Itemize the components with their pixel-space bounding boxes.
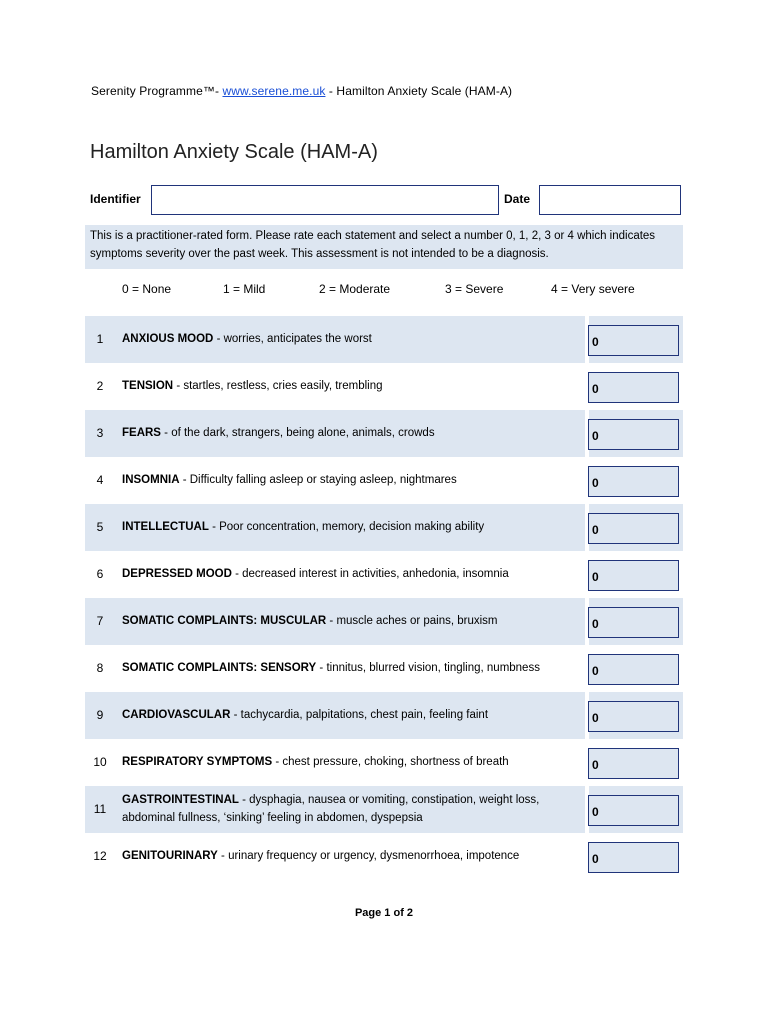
item-number: 10	[93, 755, 107, 769]
score-field[interactable]: 0	[588, 372, 679, 403]
table-row	[85, 363, 683, 410]
score-field[interactable]: 0	[588, 748, 679, 779]
item-name: RESPIRATORY SYMPTOMS	[122, 756, 273, 768]
table-row	[85, 833, 683, 880]
item-number: 8	[96, 661, 104, 675]
table-row	[85, 551, 683, 598]
score-field[interactable]: 0	[588, 654, 679, 685]
item-text	[122, 659, 577, 677]
table-row	[85, 457, 683, 504]
item-text	[122, 753, 577, 771]
item-description: - urinary frequency or urgency, dysmenorrhoea, impotence	[217, 850, 520, 862]
header-prefix: Serenity Programme™-	[91, 84, 223, 98]
item-number: 1	[96, 332, 104, 346]
item-text	[122, 518, 577, 536]
item-name: CARDIOVASCULAR	[122, 709, 231, 721]
item-text	[122, 791, 577, 827]
item-number: 4	[96, 473, 104, 487]
page-title: Hamilton Anxiety Scale (HAM-A)	[90, 141, 378, 163]
item-number: 5	[96, 520, 104, 534]
score-field[interactable]: 0	[588, 419, 679, 450]
item-name: GASTROINTESTINAL	[122, 794, 239, 806]
item-text	[122, 612, 577, 630]
instructions: This is a practitioner-rated form. Please rate each statement and select a number 0, 1, 2, 3 or 4 which indicates symptoms severity over the past week. This assessment is not intended to be a diagnosis.	[85, 225, 683, 269]
item-description: - worries, anticipates the worst	[213, 333, 372, 345]
item-text	[122, 847, 577, 865]
score-field[interactable]: 0	[588, 701, 679, 732]
item-number: 3	[96, 426, 104, 440]
score-field[interactable]: 0	[588, 607, 679, 638]
item-description: - of the dark, strangers, being alone, animals, crowds	[160, 427, 435, 439]
website-link[interactable]: www.serene.me.uk	[222, 84, 326, 98]
item-name: INSOMNIA	[122, 474, 180, 486]
page-header	[91, 84, 512, 98]
item-name: INTELLECTUAL	[122, 521, 209, 533]
identifier-field[interactable]	[151, 185, 499, 215]
item-description: - Difficulty falling asleep or staying asleep, nightmares	[179, 474, 457, 486]
table-row	[85, 410, 683, 457]
item-text	[122, 424, 577, 442]
header-suffix: - Hamilton Anxiety Scale (HAM-A)	[325, 84, 513, 98]
scale-mild: 1 = Mild	[223, 282, 266, 296]
item-description: - decreased interest in activities, anhedonia, insomnia	[231, 568, 509, 580]
score-field[interactable]: 0	[588, 513, 679, 544]
score-field[interactable]: 0	[588, 842, 679, 873]
item-text	[122, 330, 577, 348]
item-number: 9	[96, 708, 104, 722]
item-number: 6	[96, 567, 104, 581]
item-name: ANXIOUS MOOD	[122, 333, 214, 345]
item-description: - chest pressure, choking, shortness of breath	[272, 756, 509, 768]
item-description: - Poor concentration, memory, decision making ability	[208, 521, 485, 533]
item-text	[122, 471, 577, 489]
item-text	[122, 706, 577, 724]
item-description: - tachycardia, palpitations, chest pain, feeling faint	[230, 709, 489, 721]
item-name: TENSION	[122, 380, 174, 392]
score-field[interactable]: 0	[588, 560, 679, 591]
table-row	[85, 504, 683, 551]
date-label: Date	[504, 192, 531, 206]
scale-moderate: 2 = Moderate	[319, 282, 391, 296]
item-description: - muscle aches or pains, bruxism	[326, 615, 498, 627]
scale-none: 0 = None	[122, 282, 172, 296]
item-description: - tinnitus, blurred vision, tingling, numbness	[316, 662, 540, 674]
item-name: FEARS	[122, 427, 161, 439]
table-row	[85, 739, 683, 786]
identifier-label: Identifier	[90, 192, 141, 206]
item-text	[122, 377, 577, 395]
table-row	[85, 598, 683, 645]
table-row	[85, 692, 683, 739]
item-name: SOMATIC COMPLAINTS: MUSCULAR	[122, 615, 327, 627]
item-number: 11	[93, 802, 107, 816]
item-description: - dysphagia, nausea or vomiting, constipation, weight loss, abdominal fullness, ‘sinking’ feeling in abdomen, dyspepsia	[122, 794, 540, 824]
item-description: - startles, restless, cries easily, trembling	[173, 380, 383, 392]
page-number: Page 1 of 2	[354, 907, 414, 919]
item-number: 12	[93, 849, 107, 863]
scale-severe: 3 = Severe	[445, 282, 504, 296]
item-number: 2	[96, 379, 104, 393]
table-row	[85, 645, 683, 692]
item-text	[122, 565, 577, 583]
item-name: DEPRESSED MOOD	[122, 568, 232, 580]
table-row	[85, 316, 683, 363]
score-field[interactable]: 0	[588, 325, 679, 356]
table-row	[85, 786, 683, 833]
item-name: SOMATIC COMPLAINTS: SENSORY	[122, 662, 317, 674]
item-number: 7	[96, 614, 104, 628]
item-name: GENITOURINARY	[122, 850, 218, 862]
scale-very-severe: 4 = Very severe	[551, 282, 635, 296]
date-field[interactable]	[539, 185, 681, 215]
score-field[interactable]: 0	[588, 795, 679, 826]
score-field[interactable]: 0	[588, 466, 679, 497]
